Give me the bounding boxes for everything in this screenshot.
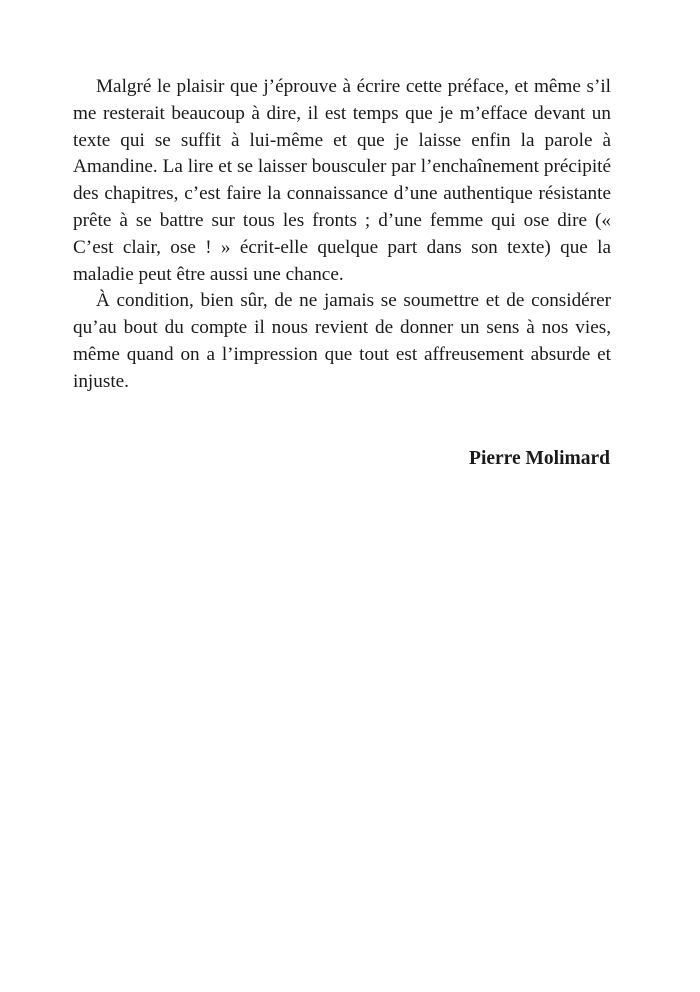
- preface-text: [73, 74, 611, 396]
- paragraph-2: À condition, bien sûr, de ne jamais se soumettre et de considérer qu’au bout du compte il nous revient de donner un sens à nos vies, même quand on a l’impression que tout est affreusement absurde et injuste.: [73, 290, 611, 392]
- author-signature: Pierre Molimard: [469, 448, 610, 469]
- paragraph-1: Malgré le plaisir que j’éprouve à écrire cette préface, et même s’il me resterait beaucoup à dire, il est temps que je m’efface devant un texte qui se suffit à lui-même et que je laisse enfin la parole à Amandine. La lire et se laisser bousculer par l’enchaînement précipité des chapitres, c’est faire la connaissance d’une authentique résistante prête à se battre sur tous les fronts ; d’une femme qui ose dire (« C’est clair, ose ! » écrit-elle quelque part dans son texte) que la maladie peut être aussi une chance.: [73, 76, 611, 285]
